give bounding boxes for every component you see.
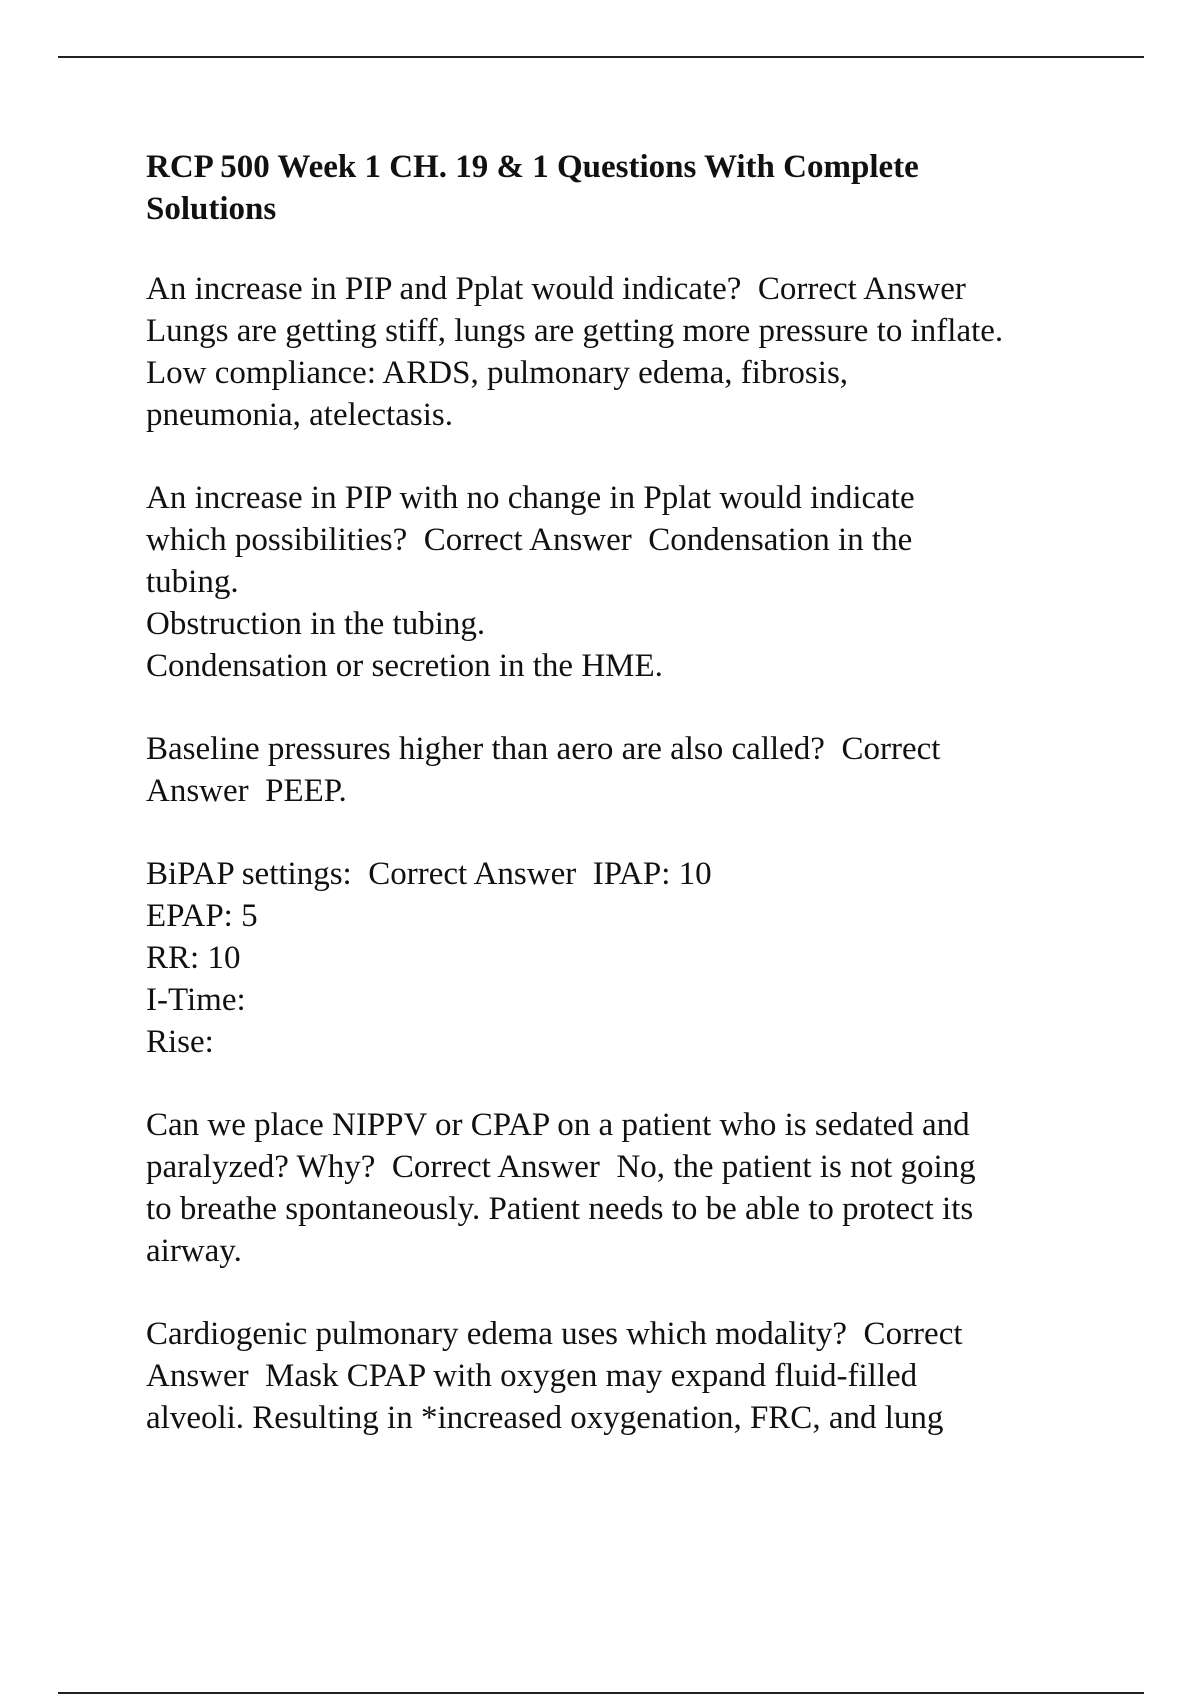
document-title — [146, 146, 1106, 230]
qa-line: Obstruction in the tubing. — [146, 606, 486, 642]
qa-line: airway. — [146, 1233, 242, 1269]
qa-line: An increase in PIP and Pplat would indicate? Correct Answer — [146, 271, 966, 307]
qa-line: tubing. — [146, 564, 239, 600]
qa-line: Low compliance: ARDS, pulmonary edema, fibrosis, — [146, 355, 849, 391]
footer-rule — [58, 1692, 1144, 1694]
qa-line: Baseline pressures higher than aero are also called? Correct — [146, 731, 941, 767]
qa-line: BiPAP settings: Correct Answer IPAP: 10 — [146, 856, 712, 892]
qa-line: paralyzed? Why? Correct Answer No, the patient is not going — [146, 1149, 976, 1185]
qa-entry-3 — [146, 728, 1106, 812]
qa-line: Answer PEEP. — [146, 773, 347, 809]
title-line: Solutions — [146, 191, 277, 227]
title-line: RCP 500 Week 1 CH. 19 & 1 Questions With Complete — [146, 149, 919, 185]
qa-line: to breathe spontaneously. Patient needs to be able to protect its — [146, 1191, 974, 1227]
qa-entry-2 — [146, 477, 1106, 687]
qa-entry-5 — [146, 1104, 1106, 1272]
qa-line: Condensation or secretion in the HME. — [146, 648, 663, 684]
document-body — [146, 146, 1106, 1480]
qa-line: which possibilities? Correct Answer Condensation in the — [146, 522, 913, 558]
qa-entry-1 — [146, 268, 1106, 436]
qa-line: An increase in PIP with no change in Pplat would indicate — [146, 480, 915, 516]
qa-line: alveoli. Resulting in *increased oxygenation, FRC, and lung — [146, 1400, 944, 1436]
qa-line: Can we place NIPPV or CPAP on a patient who is sedated and — [146, 1107, 970, 1143]
qa-line: Lungs are getting stiff, lungs are getting more pressure to inflate. — [146, 313, 1004, 349]
qa-line: I-Time: — [146, 982, 246, 1018]
qa-line: Cardiogenic pulmonary edema uses which modality? Correct — [146, 1316, 963, 1352]
qa-line: EPAP: 5 — [146, 898, 258, 934]
qa-line: Answer Mask CPAP with oxygen may expand fluid-filled — [146, 1358, 918, 1394]
header-rule — [58, 56, 1144, 58]
qa-line: RR: 10 — [146, 940, 241, 976]
qa-line: Rise: — [146, 1024, 214, 1060]
qa-entry-6 — [146, 1313, 1106, 1439]
qa-entry-4 — [146, 853, 1106, 1063]
qa-line: pneumonia, atelectasis. — [146, 397, 453, 433]
